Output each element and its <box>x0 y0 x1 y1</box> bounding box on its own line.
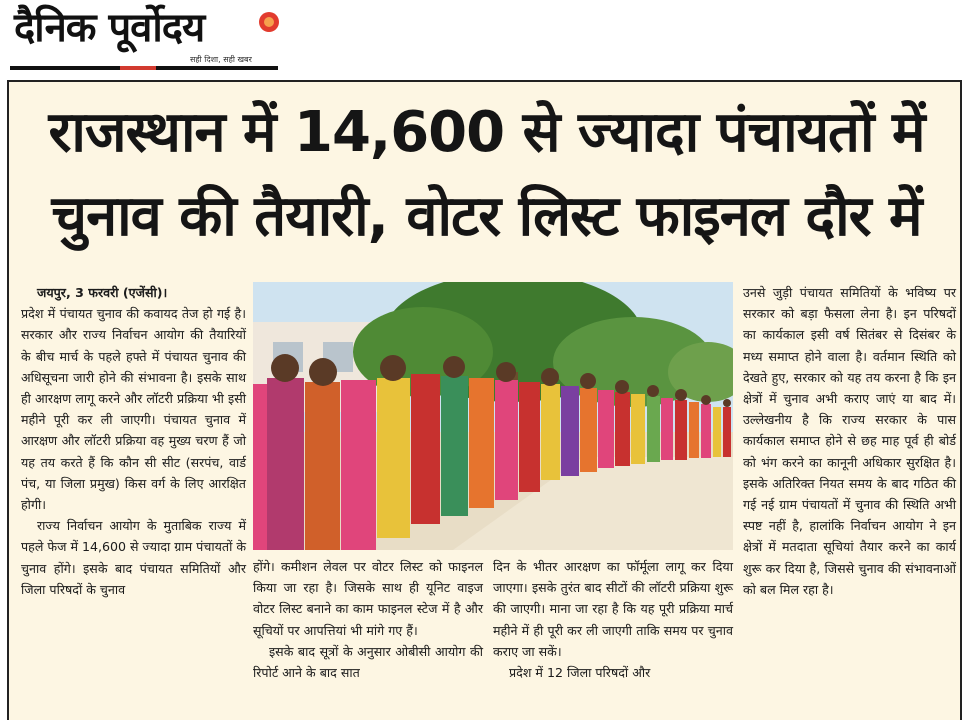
paragraph: राज्य निर्वाचन आयोग के मुताबिक राज्य में पहले फेज में 14,600 से ज्यादा ग्राम पंचायतों के चुनाव होंगे। इसके बाद पंचायत समितियों और जिला परिषदों के चुनाव <box>21 518 247 597</box>
paragraph: उनसे जुड़ी पंचायत समितियों के भविष्य पर सरकार को बड़ा फैसला लेना है। इन परिषदों का कार्यकाल इसी वर्ष सितंबर से दिसंबर के मध्य समाप्त होने वाला है। वर्तमान स्थिति को देखते हुए, सरकार को यह तय करना है कि इन क्षेत्रों में चुनाव अभी कराए जाएं या बाद में। उल्लेखनीय है कि राज्य सरकार के पास कार्यकाल समाप्त होने से छह माह पूर्व ही बोर्ड को भंग करने का कानूनी अधिकार सुरक्षित है। इसके अतिरिक्त नियत समय के बाद गठित की गई नई ग्राम पंचायतों में चुनाव की स्थिति अभी स्पष्ट नहीं है, हालांकि निर्वाचन आयोग ने इन क्षेत्रों में मतदाता सूचियां तैयार करने का कार्य शुरू कर दिया है, जिससे चुनाव की संभावनाओं को बल मिल रहा है। <box>743 285 956 597</box>
paragraph: प्रदेश में 12 जिला परिषदों और <box>509 665 651 681</box>
paragraph: दिन के भीतर आरक्षण का फॉर्मूला लागू कर दिया जाएगा। इसके तुरंत बाद सीटों की लॉटरी प्रक्रिया शुरू की जाएगी। माना जा रहा है कि यह पूरी प्रक्रिया मार्च महीने में ही पूरी कर ली जाएगी ताकि समय पर चुनाव कराए जा सकें। <box>493 559 733 659</box>
masthead-rule-accent <box>120 66 156 70</box>
paragraph: इसके बाद सूत्रों के अनुसार ओबीसी आयोग की रिपोर्ट आने के बाद सात <box>253 643 483 681</box>
headline-line-1: राजस्थान में 14,600 से ज्यादा पंचायतों में <box>48 100 925 165</box>
photo-illustration <box>253 282 733 550</box>
newspaper-tagline: सही दिशा, सही खबर <box>190 55 252 64</box>
headline-line-2: चुनाव की तैयारी, वोटर लिस्ट फाइनल दौर में <box>51 184 922 249</box>
article-column-3 <box>493 556 733 683</box>
logo-sun-icon <box>259 12 279 32</box>
newspaper-logo: दैनिक पूर्वोदय <box>14 5 205 51</box>
paragraph: होंगे। कमीशन लेवल पर वोटर लिस्ट को फाइनल किया जा रहा है। जिसके साथ ही यूनिट वाइज वोटर लिस्ट बनाने का काम फाइनल स्टेज में है और सूचियों पर आपत्तियां भी मांगे गए हैं। <box>253 559 483 638</box>
news-article <box>7 80 962 720</box>
masthead <box>0 0 966 78</box>
voter-queue-photo <box>253 282 733 550</box>
article-column-1 <box>21 282 246 600</box>
article-column-4 <box>743 282 956 600</box>
paragraph: प्रदेश में पंचायत चुनाव की कवायद तेज हो गई है। सरकार और राज्य निर्वाचन आयोग की तैयारियों के बीच मार्च के पहले हफ्ते में पंचायत चुनाव की अधिसूचना जारी होने की संभावना है। इसके साथ ही आरक्षण लागू करने और लॉटरी प्रक्रिया भी इसी महीने पूरी कर ली जाएगी। पंचायत चुनाव में आरक्षण और लॉटरी प्रक्रिया वह मुख्य चरण हैं जो यह तय करते हैं कि कौन सी सीट (सरपंच, वार्ड पंच, या जिला प्रमुख) किस वर्ग के लिए आरक्षित होगी। <box>21 306 246 513</box>
dateline: जयपुर, 3 फरवरी (एजेंसी)। <box>37 285 168 300</box>
article-column-2 <box>253 556 483 683</box>
